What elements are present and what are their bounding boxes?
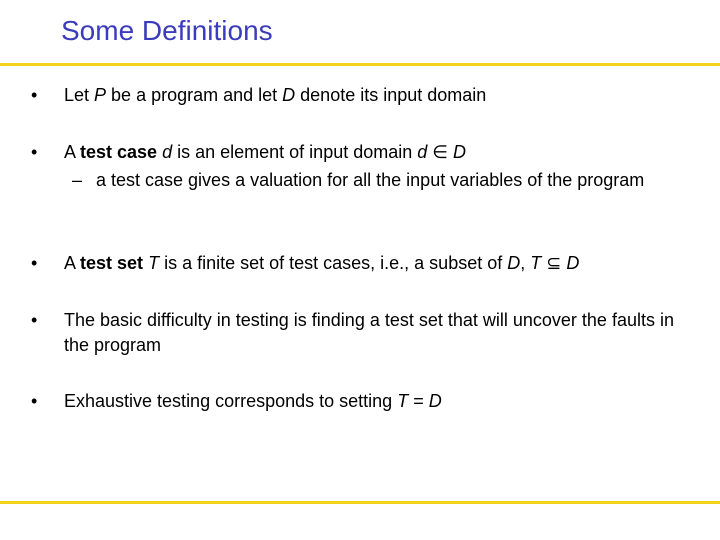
bullet-text: The basic difficulty in testing is finding a test set that will uncover the faults in the program [64,310,674,355]
bottom-divider [0,501,720,504]
text-span: be a program and let [106,85,283,105]
text-span: , [520,253,531,273]
bullet-text [64,251,691,276]
text-span: Let [64,85,95,105]
bullet-icon: • [31,142,38,162]
variable: D [566,253,580,273]
bullet-item-1 [31,83,691,108]
term-bold: test set [80,253,144,273]
variable: D [428,391,442,411]
bullet-item-3 [31,251,691,276]
variable: D [507,253,521,273]
variable: D [452,142,466,162]
variable: D [282,85,296,105]
text-span: is a finite set of test cases, i.e., a subset of [159,253,508,273]
variable: T [148,253,160,273]
text-span: is an element of input domain [172,142,418,162]
text-span: A [64,253,81,273]
subset-symbol: ⊆ [541,253,567,273]
variable: P [94,85,107,105]
bullet-item-5 [31,389,691,414]
bullet-icon: • [31,310,38,330]
variable: d [417,142,428,162]
bullet-item-4 [31,308,691,358]
bullet-item-2 [31,140,691,165]
bullet-icon: • [31,391,38,411]
top-divider [0,63,720,66]
text-span: denote its input domain [295,85,487,105]
sub-item-1 [72,168,672,193]
text-span: Exhaustive testing corresponds to setting [64,391,398,411]
dash-icon: – [72,170,83,190]
bullet-text [64,389,691,414]
variable: d [162,142,173,162]
term-bold: test case [80,142,158,162]
slide-title: Some Definitions [61,15,273,46]
text-span: = [408,391,429,411]
bullet-icon: • [31,253,38,273]
bullet-text [64,83,691,108]
bullet-icon: • [31,85,38,105]
sub-text: a test case gives a valuation for all the input variables of the program [96,170,645,190]
variable: T [397,391,409,411]
variable: T [530,253,542,273]
element-of-symbol: ∈ [427,142,453,162]
text-span: A [64,142,81,162]
bullet-text [64,140,691,165]
